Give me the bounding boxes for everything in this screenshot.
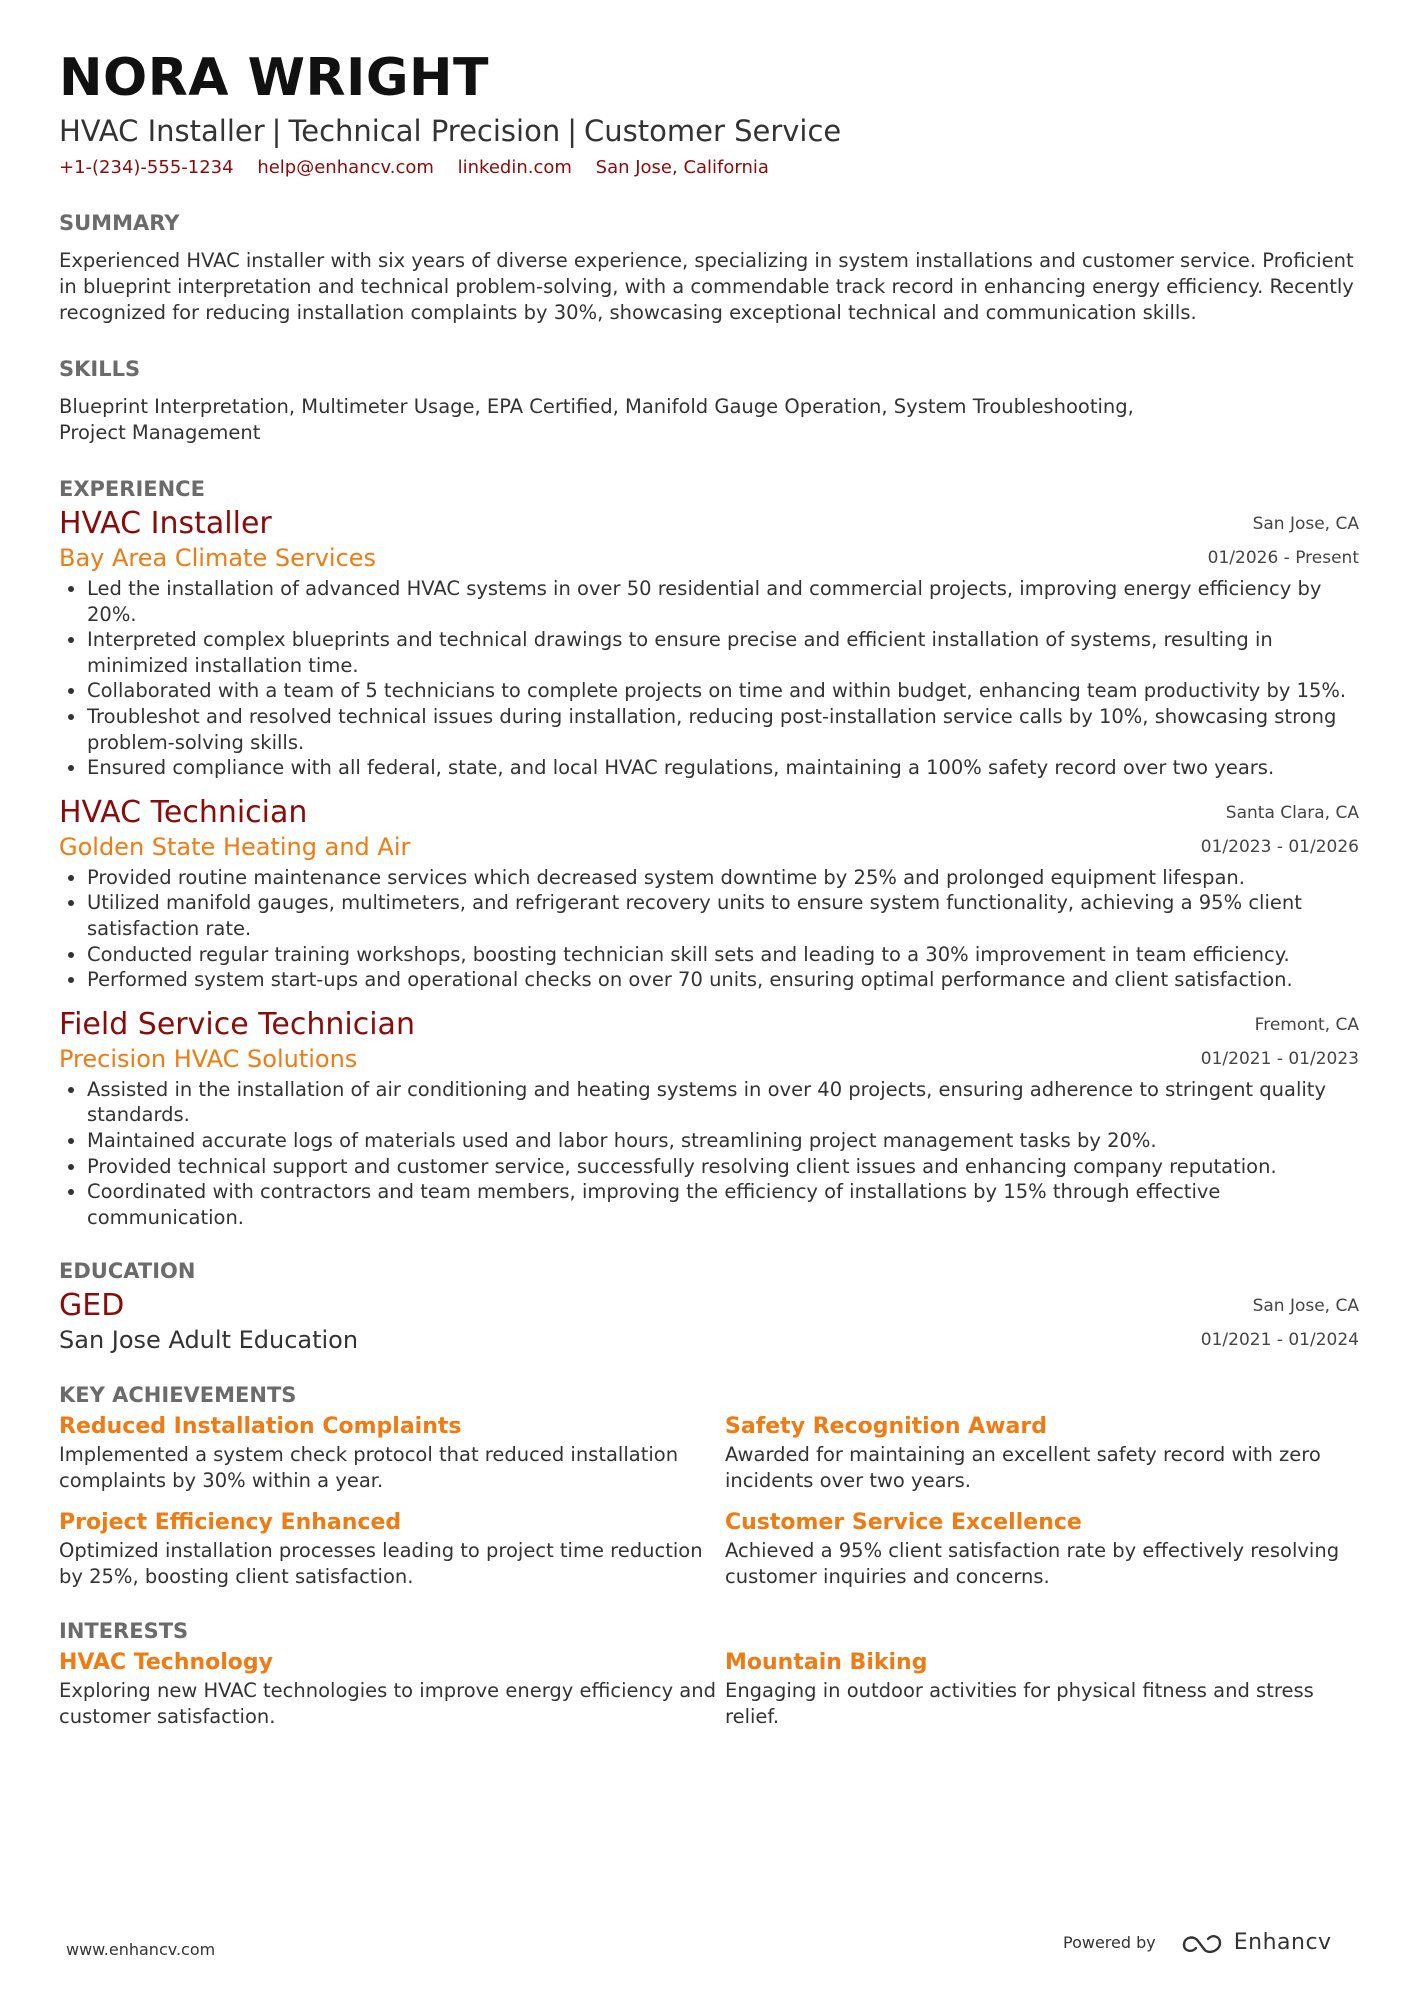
achievement-item — [725, 1508, 1359, 1590]
job-title: HVAC Technician — [59, 794, 308, 830]
brand-name: Enhancv — [1233, 1930, 1332, 1955]
job-dates: 01/2021 - 01/2023 — [1200, 1048, 1359, 1069]
achievement-title: Reduced Installation Complaints — [59, 1414, 462, 1440]
job-entry — [59, 506, 1359, 781]
education-degree: GED — [59, 1288, 125, 1324]
interest-title: HVAC Technology — [59, 1650, 274, 1676]
bullet-item: • Led the installation of advanced HVAC systems in over 50 residential and commercial projects, improving energy efficiency by 20%. — [87, 576, 1359, 627]
experience-heading: EXPERIENCE — [59, 477, 205, 501]
headline-focus: Customer Service — [584, 114, 842, 148]
job-bullets — [59, 865, 1359, 993]
job-meta — [1201, 795, 1359, 863]
bullet-item: • Provided technical support and customer service, successfully resolving client issues and enhancing company reputation. — [87, 1154, 1359, 1180]
headline-separator: | — [567, 114, 577, 148]
job-bullets — [59, 1077, 1359, 1231]
education-meta — [1201, 1288, 1359, 1356]
skills-text: Blueprint Interpretation, Multimeter Usage, EPA Certified, Manifold Gauge Operation, System Troubleshooting, Project Management — [59, 395, 1134, 444]
summary-heading: SUMMARY — [59, 211, 180, 235]
resume-page — [59, 46, 1359, 1744]
bullet-item: • Utilized manifold gauges, multimeters, and refrigerant recovery units to ensure system functionality, achieving a 95% client satisfaction rate. — [87, 890, 1359, 941]
education-school: San Jose Adult Education — [59, 1326, 359, 1355]
interest-title: Mountain Biking — [725, 1650, 928, 1676]
achievements-grid — [59, 1412, 1359, 1604]
achievement-text: Optimized installation processes leading to project time reduction by 25%, boosting client satisfaction. — [59, 1539, 703, 1589]
enhancv-logo-icon — [1180, 1931, 1226, 1955]
education-entry — [59, 1288, 1359, 1356]
job-dates: 01/2026 - Present — [1207, 548, 1359, 568]
achievement-text: Implemented a system check protocol that reduced installation complaints by 30% within a year. — [59, 1443, 679, 1493]
bullet-item: • Maintained accurate logs of materials used and labor hours, streamlining project management tasks by 20%. — [87, 1128, 1359, 1154]
job-title: HVAC Installer — [59, 506, 272, 541]
interest-item — [59, 1648, 725, 1730]
bullet-item: • Provided routine maintenance services which decreased system downtime by 25% and prolonged equipment lifespan. — [87, 865, 1359, 891]
job-dates: 01/2023 - 01/2026 — [1200, 836, 1359, 857]
bullet-item: • Conducted regular training workshops, boosting technician skill sets and leading to a 30% improvement in team efficiency. — [87, 942, 1359, 968]
achievement-title: Customer Service Excellence — [725, 1510, 1082, 1536]
bullet-item: • Troubleshot and resolved technical issues during installation, reducing post-installation service calls by 10%, showcasing strong problem-solving skills. — [87, 704, 1359, 755]
job-entry — [59, 1007, 1359, 1231]
job-meta — [1208, 506, 1359, 574]
headline-strength: Technical Precision — [288, 114, 561, 148]
achievement-text: Achieved a 95% client satisfaction rate by effectively resolving customer inquiries and concerns. — [725, 1539, 1340, 1589]
contact-line — [59, 156, 1359, 180]
powered-by-label: Powered by — [1063, 1933, 1156, 1952]
bullet-item: • Assisted in the installation of air conditioning and heating systems in over 40 projects, ensuring adherence to stringent quality standards. — [87, 1077, 1359, 1128]
job-location: Santa Clara, CA — [1225, 802, 1359, 823]
job-location: Fremont, CA — [1254, 1014, 1359, 1035]
headline-role: HVAC Installer — [59, 114, 265, 148]
headline-separator: | — [271, 114, 282, 148]
footer-website[interactable]: www.enhancv.com — [66, 1940, 216, 1959]
linkedin-link[interactable]: linkedin.com — [457, 157, 572, 178]
bullet-item: • Collaborated with a team of 5 technicians to complete projects on time and within budget, enhancing team productivity by 15%. — [87, 678, 1359, 704]
job-meta — [1201, 1007, 1359, 1075]
email-link[interactable]: help@enhancv.com — [257, 157, 434, 178]
education-heading: EDUCATION — [59, 1259, 196, 1284]
job-location: San Jose, CA — [1252, 514, 1359, 534]
skills-heading: SKILLS — [59, 357, 141, 381]
footer-branding — [1063, 1930, 1332, 1955]
interest-item — [725, 1648, 1359, 1730]
interest-text: Engaging in outdoor activities for physical fitness and stress relief. — [725, 1679, 1314, 1729]
achievement-title: Project Efficiency Enhanced — [59, 1510, 402, 1536]
achievement-title: Safety Recognition Award — [725, 1414, 1047, 1440]
headline — [59, 112, 1359, 150]
job-bullets — [59, 576, 1359, 781]
job-company: Golden State Heating and Air — [59, 832, 411, 861]
interests-grid — [59, 1648, 1359, 1744]
interests-heading: INTERESTS — [59, 1619, 189, 1644]
achievement-item — [59, 1508, 725, 1590]
achievement-text: Awarded for maintaining an excellent safety record with zero incidents over two years. — [725, 1443, 1321, 1493]
bullet-item: • Ensured compliance with all federal, state, and local HVAC regulations, maintaining a 100% safety record over two years. — [87, 755, 1359, 781]
summary-text: Experienced HVAC installer with six years of diverse experience, specializing in system installations and customer service. Proficient in blueprint interpretation and technical problem-solving, with a commendable track record in enhancing energy efficiency. Recently recognized for reducing installation complaints by 30%, showcasing exceptional technical and communication skills. — [59, 249, 1354, 324]
job-company: Precision HVAC Solutions — [59, 1044, 358, 1073]
achievements-heading: KEY ACHIEVEMENTS — [59, 1383, 297, 1408]
job-title: Field Service Technician — [59, 1006, 415, 1042]
bullet-item: • Interpreted complex blueprints and technical drawings to ensure precise and efficient installation of systems, resulting in minimized installation time. — [87, 627, 1359, 678]
achievement-item — [59, 1412, 725, 1494]
phone-link[interactable]: +1-(234)-555-1234 — [59, 157, 234, 178]
candidate-name: NORA WRIGHT — [59, 48, 490, 108]
bullet-item: • Performed system start-ups and operational checks on over 70 units, ensuring optimal performance and client satisfaction. — [87, 967, 1359, 993]
enhancv-brand[interactable] — [1180, 1930, 1332, 1955]
education-location: San Jose, CA — [1252, 1296, 1359, 1317]
bullet-item: • Coordinated with contractors and team members, improving the efficiency of installations by 15% through effective communication. — [87, 1179, 1359, 1230]
location-text: San Jose, California — [595, 157, 769, 178]
interest-text: Exploring new HVAC technologies to improve energy efficiency and customer satisfaction. — [59, 1679, 716, 1729]
job-company: Bay Area Climate Services — [59, 544, 377, 572]
education-dates: 01/2021 - 01/2024 — [1200, 1330, 1359, 1351]
achievement-item — [725, 1412, 1359, 1494]
job-entry — [59, 795, 1359, 993]
